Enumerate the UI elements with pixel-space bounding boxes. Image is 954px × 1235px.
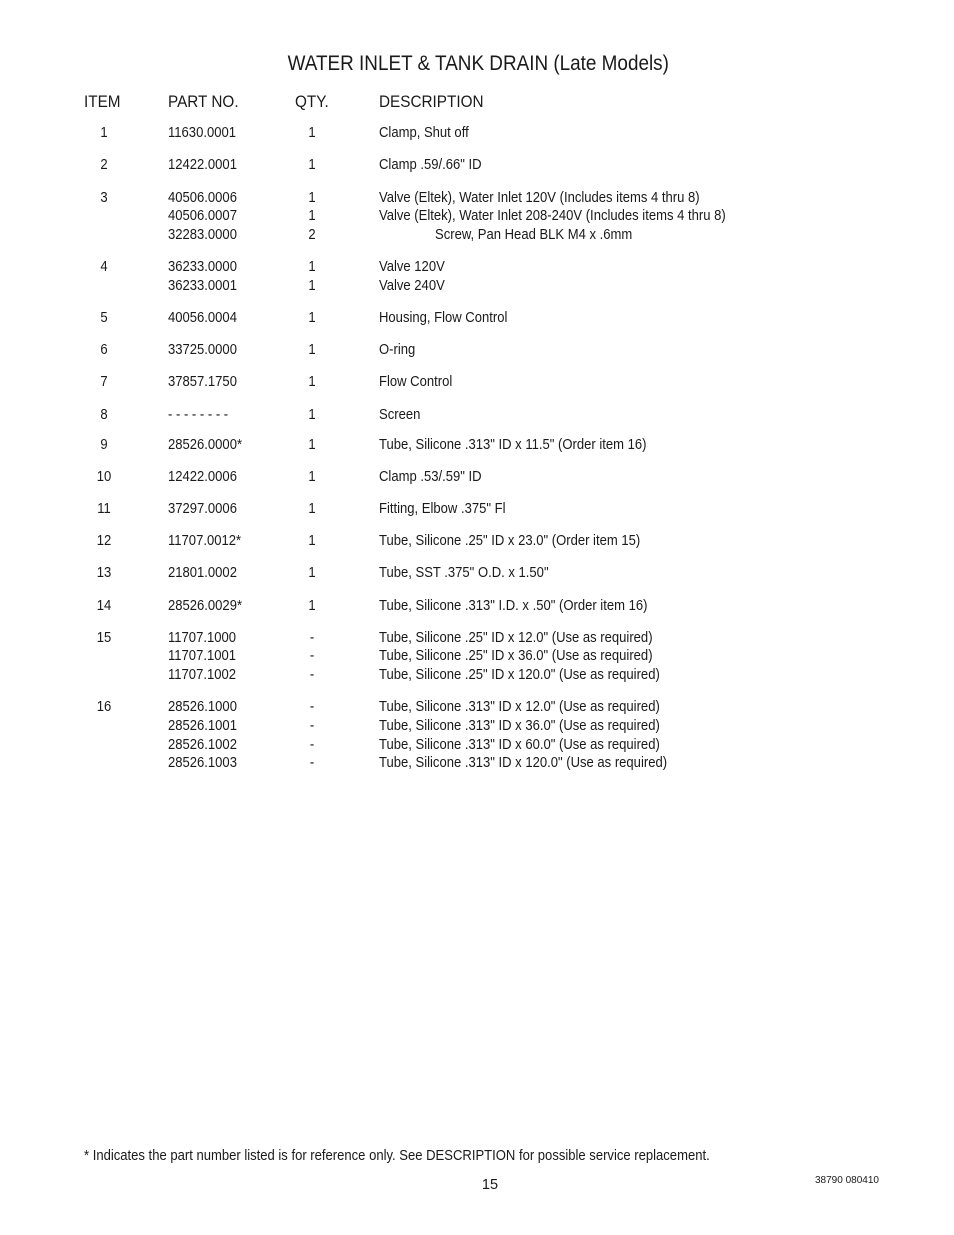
quantity: 1 [308,157,316,173]
quantity: 2 [308,227,316,243]
part-number: 28526.1002 [168,737,237,753]
part-number: 28526.1000 [168,699,237,715]
quantity: 1 [308,437,316,453]
quantity: 1 [308,598,316,614]
quantity: 1 [308,501,316,517]
description: Tube, SST .375" O.D. x 1.50" [379,565,549,581]
item-number: 10 [96,469,112,485]
item-number: 9 [100,437,108,453]
item-number: 11 [97,501,111,517]
description: Tube, Silicone .25" ID x 12.0" (Use as required) [379,630,653,646]
description: Flow Control [379,374,453,390]
part-number: 12422.0001 [168,157,237,173]
description: Valve 240V [379,278,445,294]
document-id: 38790 080410 [815,1175,879,1186]
item-number: 1 [100,125,108,141]
description: Tube, Silicone .313" ID x 60.0" (Use as required) [379,737,660,753]
part-number: 11630.0001 [168,125,236,141]
quantity: 1 [308,278,316,294]
footnote: * Indicates the part number listed is for reference only. See DESCRIPTION for possible service replacement. [84,1148,710,1164]
quantity: 1 [308,190,316,206]
quantity: - [309,648,315,664]
description: Valve (Eltek), Water Inlet 120V (Includes items 4 thru 8) [379,190,700,206]
description: Clamp, Shut off [379,125,469,141]
quantity: - [309,737,315,753]
description: Tube, Silicone .25" ID x 23.0" (Order item 15) [379,533,641,549]
item-number: 8 [100,407,108,423]
description: Clamp .53/.59" ID [379,469,482,485]
quantity: - [309,718,315,734]
part-number: 11707.1002 [168,667,236,683]
description: Valve 120V [379,259,445,275]
description: Tube, Silicone .25" ID x 36.0" (Use as required) [379,648,653,664]
description: Valve (Eltek), Water Inlet 208-240V (Includes items 4 thru 8) [379,208,726,224]
header-part-no: PART NO. [168,92,239,111]
description: Tube, Silicone .25" ID x 120.0" (Use as required) [379,667,660,683]
quantity: - [309,667,315,683]
item-number: 15 [96,630,112,646]
quantity: - [309,699,315,715]
part-number: 32283.0000 [168,227,237,243]
part-number: 11707.1000 [168,630,236,646]
quantity: - [309,755,315,771]
header-item: ITEM [84,92,121,111]
item-number: 7 [100,374,108,390]
item-number: 4 [100,259,108,275]
part-number: 28526.1001 [168,718,237,734]
item-number: 5 [100,310,108,326]
description: Tube, Silicone .313" ID x 11.5" (Order item 16) [379,437,647,453]
quantity: 1 [308,310,316,326]
part-number: 40056.0004 [168,310,237,326]
page-number: 15 [481,1177,499,1193]
quantity: 1 [308,565,316,581]
quantity: 1 [308,533,316,549]
description: Housing, Flow Control [379,310,508,326]
description: O-ring [379,342,416,358]
item-number: 2 [100,157,108,173]
part-number: 11707.1001 [168,648,236,664]
header-description: DESCRIPTION [379,92,484,111]
description: Tube, Silicone .313" ID x 120.0" (Use as required) [379,755,668,771]
quantity: 1 [308,208,316,224]
description: Tube, Silicone .313" ID x 36.0" (Use as required) [379,718,660,734]
part-number: 28526.1003 [168,755,237,771]
part-number: - - - - - - - - [168,407,229,423]
part-number: 40506.0006 [168,190,237,206]
quantity: 1 [308,259,316,275]
part-number: 28526.0000* [168,437,243,453]
item-number: 14 [96,598,112,614]
item-number: 16 [96,699,112,715]
item-number: 3 [100,190,108,206]
part-number: 33725.0000 [168,342,237,358]
description: Screw, Pan Head BLK M4 x .6mm [435,227,633,243]
quantity: 1 [308,407,316,423]
description: Screen [379,407,421,423]
item-number: 13 [96,565,112,581]
part-number: 11707.0012* [168,533,242,549]
description: Clamp .59/.66" ID [379,157,482,173]
quantity: 1 [308,342,316,358]
quantity: 1 [308,374,316,390]
header-qty: QTY. [295,92,329,111]
item-number: 6 [100,342,108,358]
page-title: WATER INLET & TANK DRAIN (Late Models) [287,52,669,75]
part-number: 12422.0006 [168,469,237,485]
quantity: 1 [308,125,316,141]
part-number: 36233.0001 [168,278,237,294]
quantity: 1 [308,469,316,485]
item-number: 12 [96,533,112,549]
part-number: 28526.0029* [168,598,243,614]
part-number: 37857.1750 [168,374,237,390]
quantity: - [309,630,315,646]
part-number: 37297.0006 [168,501,237,517]
part-number: 21801.0002 [168,565,237,581]
description: Fitting, Elbow .375" Fl [379,501,506,517]
description: Tube, Silicone .313" I.D. x .50" (Order item 16) [379,598,648,614]
part-number: 36233.0000 [168,259,237,275]
part-number: 40506.0007 [168,208,237,224]
description: Tube, Silicone .313" ID x 12.0" (Use as required) [379,699,660,715]
